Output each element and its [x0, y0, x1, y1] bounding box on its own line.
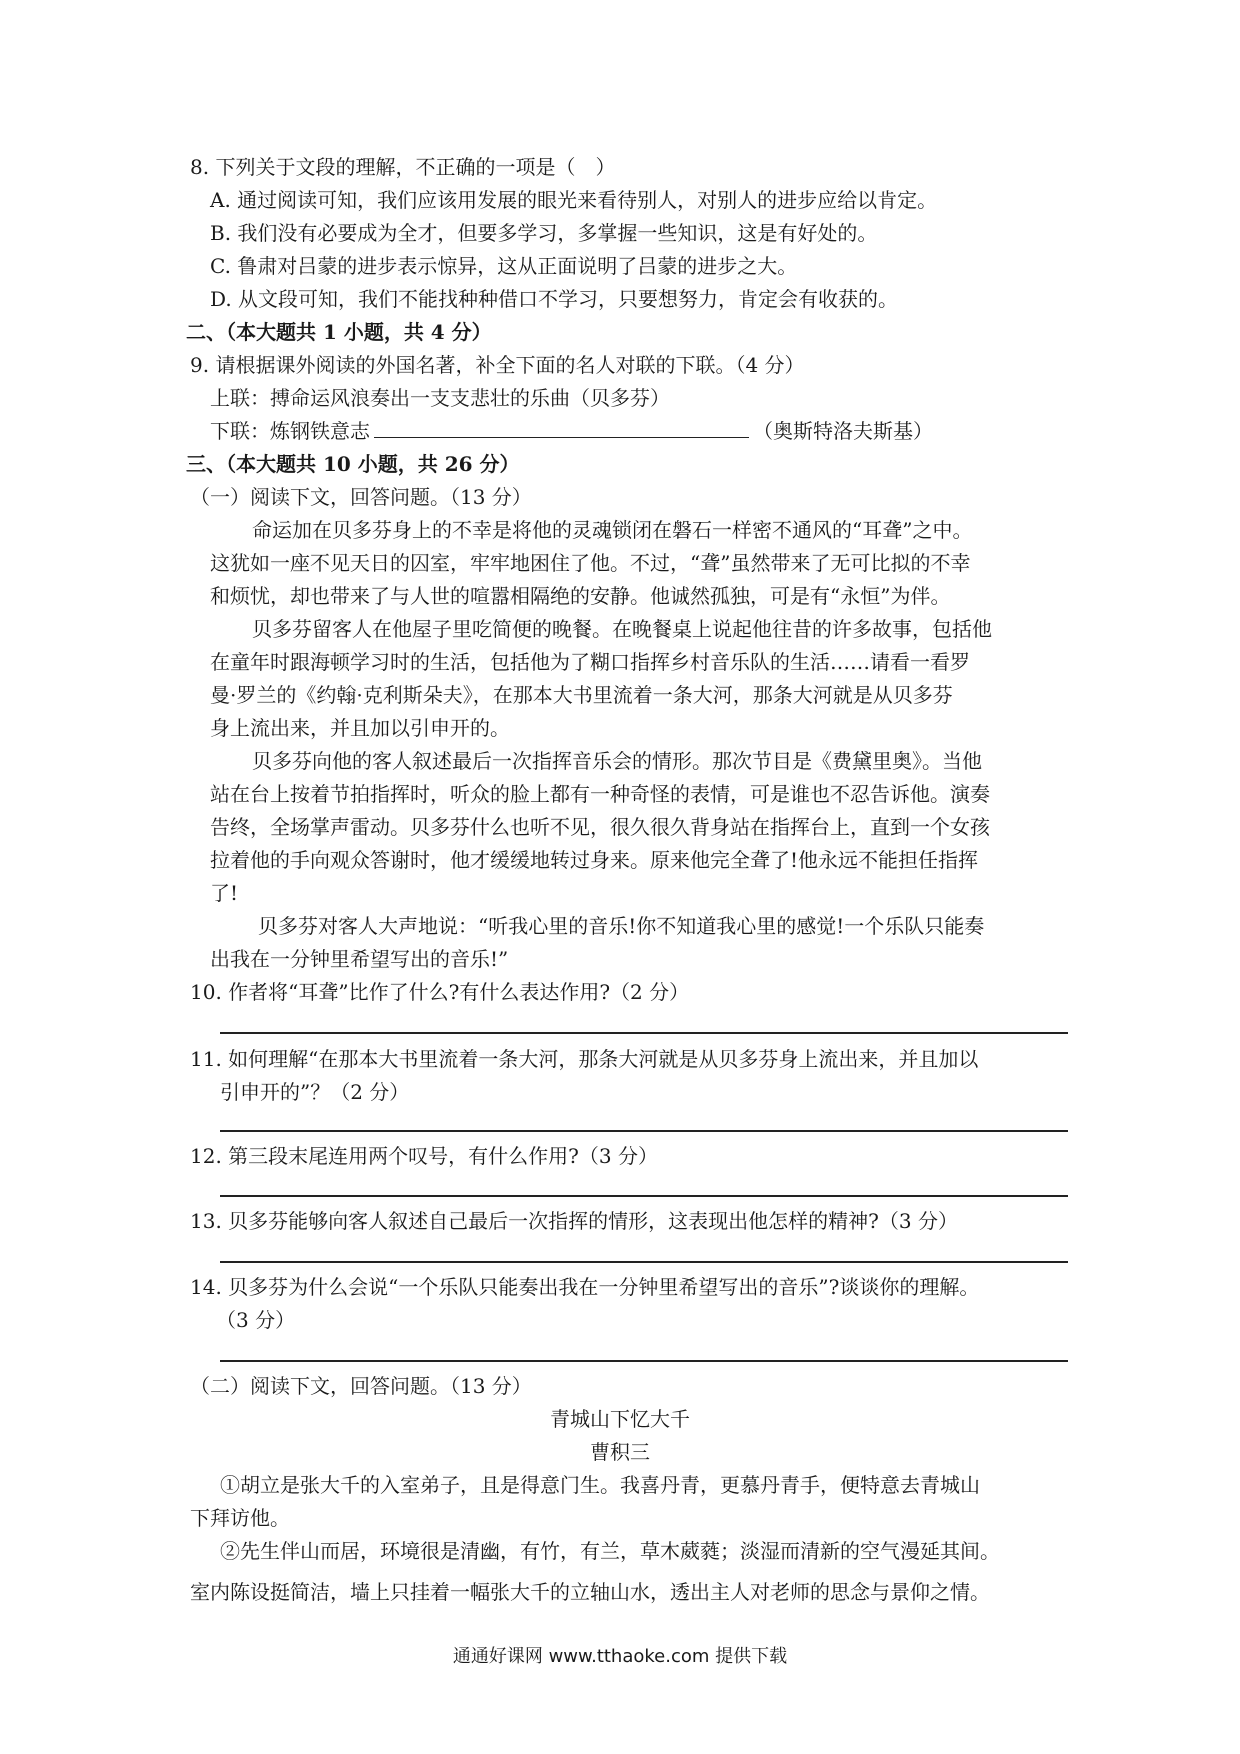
passage2-line: ①胡立是张大千的入室弟子，且是得意门生。我喜丹青，更慕丹青手，便特意去青城山 [220, 1473, 980, 1497]
passage1-line: 了! [210, 881, 239, 905]
q9-stem: 9. 请根据课外阅读的外国名著，补全下面的名人对联的下联。（4 分） [190, 353, 805, 377]
q11-stem-cont: 引申开的”？（2 分） [220, 1080, 410, 1104]
passage1-line: 拉着他的手向观众答谢时，他才缓缓地转过身来。原来他完全聋了!他永远不能担任指挥 [210, 848, 979, 872]
passage1-line: 告终，全场掌声雷动。贝多芬什么也听不见，很久很久背身站在指挥台上，直到一个女孩 [210, 815, 990, 839]
passage1-line: 贝多芬留客人在他屋子里吃简便的晚餐。在晚餐桌上说起他往昔的许多故事，包括他 [252, 617, 992, 641]
q9-lower-couplet [210, 417, 933, 445]
q11-answer-line[interactable] [220, 1130, 1068, 1132]
q9-answer-blank[interactable] [374, 417, 749, 438]
passage1-line: 身上流出来，并且加以引申开的。 [210, 716, 510, 740]
part2-heading: （二）阅读下文，回答问题。（13 分） [190, 1374, 532, 1398]
q13-answer-line[interactable] [220, 1261, 1068, 1263]
passage1-line: 和烦忧，却也带来了与人世的喧嚣相隔绝的安静。他诚然孤独，可是有“永恒”为伴。 [210, 584, 951, 608]
q13-stem: 13. 贝多芬能够向客人叙述自己最后一次指挥的情形，这表现出他怎样的精神?（3 分） [190, 1209, 958, 1233]
q9-upper-couplet: 上联：搏命运风浪奏出一支支悲壮的乐曲（贝多芬） [210, 386, 670, 410]
passage2-line: 室内陈设挺简洁，墙上只挂着一幅张大千的立轴山水，透出主人对老师的思念与景仰之情。 [190, 1580, 990, 1604]
q14-stem: 14. 贝多芬为什么会说“一个乐队只能奏出我在一分钟里希望写出的音乐”?谈谈你的理解。 [190, 1275, 980, 1299]
q8-option-b: B. 我们没有必要成为全才，但要多学习，多掌握一些知识，这是有好处的。 [210, 221, 878, 245]
page-footer: 通通好课网 www.tthaoke.com 提供下载 [452, 1646, 788, 1667]
q8-option-c: C. 鲁肃对吕蒙的进步表示惊异，这从正面说明了吕蒙的进步之大。 [210, 254, 798, 278]
q11-stem: 11. 如何理解“在那本大书里流着一条大河，那条大河就是从贝多芬身上流出来，并且加以 [190, 1047, 979, 1071]
passage1-line: 出我在一分钟里希望写出的音乐!” [210, 947, 509, 971]
article-title: 青城山下忆大千 [550, 1407, 690, 1431]
part1-heading: （一）阅读下文，回答问题。（13 分） [190, 485, 532, 509]
section3-heading: 三、（本大题共 10 小题，共 26 分） [186, 452, 520, 476]
passage2-line: ②先生伴山而居，环境很是清幽，有竹，有兰，草木葳蕤；淡湿而清新的空气漫延其间。 [220, 1539, 1000, 1563]
q8-stem: 8. 下列关于文段的理解，不正确的一项是（ ） [190, 155, 616, 179]
passage2-line: 下拜访他。 [190, 1506, 290, 1530]
q10-answer-line[interactable] [220, 1032, 1068, 1034]
passage1-line: 命运加在贝多芬身上的不幸是将他的灵魂锁闭在磐石一样密不通风的“耳聋”之中。 [252, 518, 973, 542]
passage1-line: 曼·罗兰的《约翰·克利斯朵夫》，在那本大书里流着一条大河，那条大河就是从贝多芬 [210, 683, 953, 707]
q12-stem: 12. 第三段末尾连用两个叹号，有什么作用?（3 分） [190, 1144, 658, 1168]
passage1-line: 站在台上按着节拍指挥时，听众的脸上都有一种奇怪的表情，可是谁也不忍告诉他。演奏 [210, 782, 990, 806]
q12-answer-line[interactable] [220, 1195, 1068, 1197]
q8-option-a: A. 通过阅读可知，我们应该用发展的眼光来看待别人，对别人的进步应给以肯定。 [210, 188, 938, 212]
q10-stem: 10. 作者将“耳聋”比作了什么?有什么表达作用?（2 分） [190, 980, 690, 1004]
q14-stem-cont: （3 分） [216, 1308, 296, 1332]
section2-heading: 二、（本大题共 1 小题，共 4 分） [186, 320, 492, 344]
q9-lower-suffix: （奥斯特洛夫斯基） [753, 419, 933, 443]
article-author: 曹积三 [590, 1440, 650, 1464]
q8-option-d: D. 从文段可知，我们不能找种种借口不学习，只要想努力，肯定会有收获的。 [210, 287, 899, 311]
passage1-line: 贝多芬对客人大声地说：“听我心里的音乐!你不知道我心里的感觉!一个乐队只能奏 [258, 914, 985, 938]
passage1-line: 在童年时跟海顿学习时的生活，包括他为了糊口指挥乡村音乐队的生活……请看一看罗 [210, 650, 970, 674]
passage1-line: 这犹如一座不见天日的囚室，牢牢地困住了他。不过，“聋”虽然带来了无可比拟的不幸 [210, 551, 971, 575]
passage1-line: 贝多芬向他的客人叙述最后一次指挥音乐会的情形。那次节目是《费黛里奥》。当他 [252, 749, 982, 773]
q9-lower-prefix: 下联：炼钢铁意志 [210, 419, 370, 443]
q14-answer-line[interactable] [220, 1360, 1068, 1362]
